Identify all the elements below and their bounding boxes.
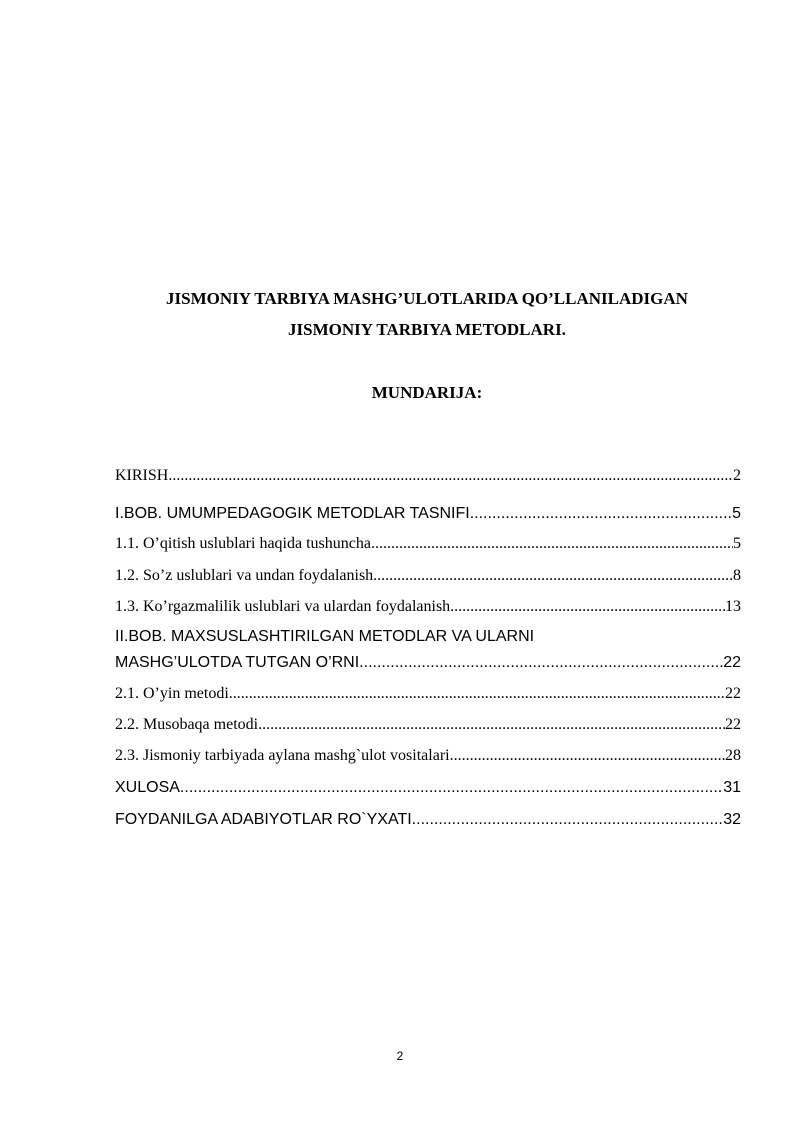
toc-entry-label: 2.3. Jismoniy tarbiyada aylana mashg`ulot vositalari bbox=[115, 747, 450, 764]
toc-entry-label: KIRISH bbox=[115, 467, 169, 484]
toc-entry-chapter-1[interactable] bbox=[115, 505, 741, 523]
toc-entry-label: XULOSA bbox=[115, 779, 180, 796]
toc-entry-label: FOYDANILGA ADABIYOTLAR RO`YXATI bbox=[115, 811, 412, 828]
title-line-2: JISMONIY TARBIYA METODLARI. bbox=[288, 320, 566, 339]
contents-heading: MUNDARIJA: bbox=[371, 383, 483, 402]
toc-entry-1-2[interactable] bbox=[115, 567, 741, 585]
toc-leader-dots bbox=[359, 654, 723, 672]
toc-entry-label: 1.1. O’qitish uslublari haqida tushuncha bbox=[115, 535, 371, 552]
toc-entry-label: 2.2. Musobaqa metodi bbox=[115, 716, 259, 733]
toc-entry-label: 1.2. So’z uslublari va undan foydalanish bbox=[115, 567, 374, 584]
toc-leader-dots bbox=[371, 535, 733, 553]
toc-entry-1-1[interactable] bbox=[115, 535, 741, 553]
toc-entry-chapter-2-line-1: II.BOB. MAXSUSLASHTIRILGAN METODLAR VA ULARNI bbox=[115, 628, 535, 645]
toc-entry-page: 32 bbox=[723, 811, 741, 828]
toc-leader-dots bbox=[168, 467, 733, 485]
toc-entry-page: 22 bbox=[723, 654, 741, 671]
toc-leader-dots bbox=[450, 598, 725, 616]
toc-leader-dots bbox=[470, 505, 732, 523]
document-title bbox=[100, 283, 754, 345]
toc-entry-page: 28 bbox=[725, 747, 741, 764]
page-number: 2 bbox=[396, 1049, 404, 1063]
toc-entry-chapter-2[interactable] bbox=[115, 654, 741, 672]
toc-entry-label: MASHG’ULOTDA TUTGAN O’RNI bbox=[115, 654, 360, 671]
toc-leader-dots bbox=[258, 716, 725, 734]
toc-entry-2-3[interactable] bbox=[115, 747, 741, 765]
toc-entry-page: 5 bbox=[733, 535, 741, 552]
toc-leader-dots bbox=[373, 567, 733, 585]
toc-entry-page: 13 bbox=[725, 598, 741, 615]
toc-entry-page: 31 bbox=[723, 779, 741, 796]
toc-entry-page: 8 bbox=[733, 567, 741, 584]
toc-entry-xulosa[interactable] bbox=[115, 779, 741, 797]
toc-entry-page: 5 bbox=[732, 505, 741, 522]
toc-entry-label: I.BOB. UMUMPEDAGOGIK METODLAR TASNIFI bbox=[115, 505, 470, 522]
toc-entry-label: 1.3. Ko’rgazmalilik uslublari va ulardan foydalanish bbox=[115, 598, 451, 615]
toc-entry-1-3[interactable] bbox=[115, 598, 741, 616]
title-line-1: JISMONIY TARBIYA MASHG’ULOTLARIDA QO’LLANILADIGAN bbox=[166, 289, 688, 308]
toc-entry-label: 2.1. O’yin metodi bbox=[115, 685, 229, 702]
toc-entry-page: 22 bbox=[725, 685, 741, 702]
toc-leader-dots bbox=[450, 747, 725, 765]
toc-leader-dots bbox=[412, 811, 724, 829]
toc-entry-2-2[interactable] bbox=[115, 716, 741, 734]
toc-entry-kirish[interactable] bbox=[115, 467, 741, 485]
toc-leader-dots bbox=[180, 779, 723, 797]
toc-entry-2-1[interactable] bbox=[115, 685, 741, 703]
toc-entry-page: 2 bbox=[733, 467, 741, 484]
toc-leader-dots bbox=[229, 685, 725, 703]
toc-entry-page: 22 bbox=[725, 716, 741, 733]
toc-entry-references[interactable] bbox=[115, 811, 741, 829]
